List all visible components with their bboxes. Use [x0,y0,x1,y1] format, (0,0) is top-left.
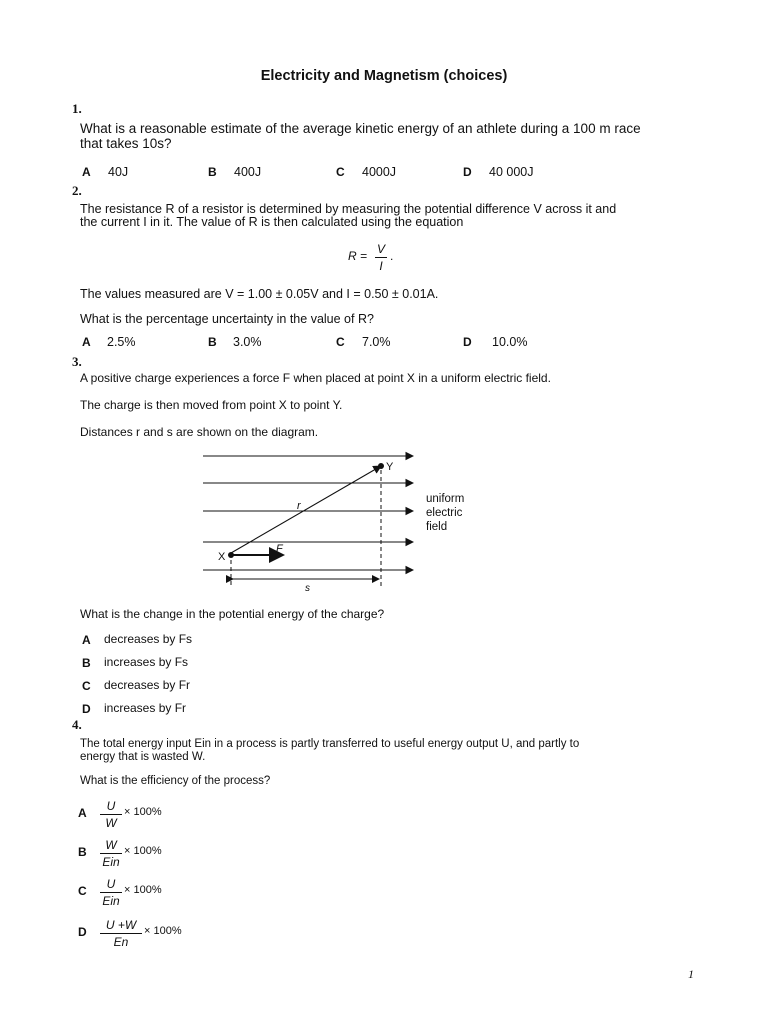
question-3-text-line-1: A positive charge experiences a force F when placed at point X in a uniform electric field. [80,371,551,385]
q2-option-a-letter: A [82,335,91,349]
q1-option-c-text: 4000J [362,165,397,179]
page-number: 1 [688,967,694,981]
q4-option-d-suffix: × 100% [144,925,182,937]
label-f: F [276,543,283,555]
question-2-text-line-1: The resistance R of a resistor is determined by measuring the potential difference V across it and [80,202,617,216]
q2-equation-denominator: I [379,259,383,273]
field-label-3: field [426,521,448,533]
question-1-text-line-1: What is a reasonable estimate of the average kinetic energy of an athlete during a 100 m race [80,121,641,136]
label-y: Y [386,461,394,473]
q4-option-b-fraction [100,838,122,869]
q4-option-a-letter: A [78,806,87,820]
q4-option-a-suffix: × 100% [124,806,162,818]
q3-option-c-text: decreases by Fr [104,678,191,692]
question-4-number: 4. [72,717,82,732]
q4-option-b-denominator: Ein [102,855,120,869]
q1-option-b-text: 400J [234,165,262,179]
q4-option-d-fraction [100,918,142,949]
q4-option-a-numerator: U [106,799,116,813]
question-3-text-line-2: The charge is then moved from point X to point Y. [80,398,343,412]
field-label-1: uniform [426,493,465,505]
fraction-bar [100,933,142,934]
q1-option-c-letter: C [336,165,345,179]
q2-option-a-text: 2.5% [107,335,136,349]
question-2-text-line-2: the current I in it. The value of R is then calculated using the equation [80,215,464,229]
q1-option-a-letter: A [82,165,91,179]
q4-option-b-suffix: × 100% [124,845,162,857]
q2-option-b-letter: B [208,335,217,349]
label-x: X [218,551,226,563]
fraction-bar [100,814,122,815]
q1-option-d-letter: D [463,165,472,179]
q2-equation-fraction [375,242,387,273]
question-2-values: The values measured are V = 1.00 ± 0.05V and I = 0.50 ± 0.01A. [80,287,439,301]
q4-option-c-denominator: Ein [102,894,120,908]
q4-option-c-numerator: U [106,877,116,891]
point-y [378,463,384,469]
q3-option-a-letter: A [82,633,91,647]
q3-option-d-letter: D [82,702,91,716]
q4-option-c-fraction [100,877,122,908]
q1-option-a-text: 40J [108,165,129,179]
q4-option-c-letter: C [78,884,87,898]
q4-option-c-suffix: × 100% [124,884,162,896]
question-3-number: 3. [72,354,82,369]
q3-option-d-text: increases by Fr [104,701,187,715]
q4-option-b-numerator: W [105,838,117,852]
question-3-text-line-3: Distances r and s are shown on the diagram. [80,425,319,439]
distance-r-line [231,466,381,553]
q4-option-d-numerator: U +W [105,918,137,932]
q3-option-c-letter: C [82,679,91,693]
q3-option-a-text: decreases by Fs [104,632,193,646]
question-4-question: What is the efficiency of the process? [80,775,271,787]
q2-option-c-text: 7.0% [362,335,391,349]
q2-option-d-letter: D [463,335,472,349]
q1-option-d-text: 40 000J [489,165,534,179]
question-4-text-line-2: energy that is wasted W. [80,751,206,763]
q4-option-d-denominator: En [113,935,129,949]
q4-option-d-letter: D [78,925,87,939]
q3-option-b-letter: B [82,656,91,670]
fraction-bar [100,853,122,854]
q2-option-b-text: 3.0% [233,335,262,349]
field-label-2: electric [426,507,463,519]
q4-option-b-letter: B [78,845,87,859]
q2-option-c-letter: C [336,335,345,349]
q2-equation-lhs: R = [348,249,368,263]
fraction-bar [100,892,122,893]
question-2-number: 2. [72,183,82,198]
label-r: r [297,500,301,512]
question-2-question: What is the percentage uncertainty in the value of R? [80,312,374,326]
document-title: Electricity and Magnetism (choices) [260,68,508,84]
point-x [228,552,234,558]
q3-option-b-text: increases by Fs [104,655,189,669]
q2-equation-numerator: V [376,242,385,256]
label-s: s [305,583,310,594]
fraction-bar [375,257,387,258]
q4-option-a-denominator: W [105,816,117,830]
q4-option-a-fraction [100,799,122,830]
q2-option-d-text: 10.0% [492,335,528,349]
q2-equation-end: . [390,249,394,263]
question-4-text-line-1: The total energy input Ein in a process is partly transferred to useful energy output U, and partly to [80,738,580,750]
question-1-number: 1. [72,101,82,116]
electric-field-diagram [195,448,485,598]
question-3-question: What is the change in the potential energy of the charge? [80,607,385,621]
q1-option-b-letter: B [208,165,217,179]
question-1-text-line-2: that takes 10s? [80,136,172,151]
